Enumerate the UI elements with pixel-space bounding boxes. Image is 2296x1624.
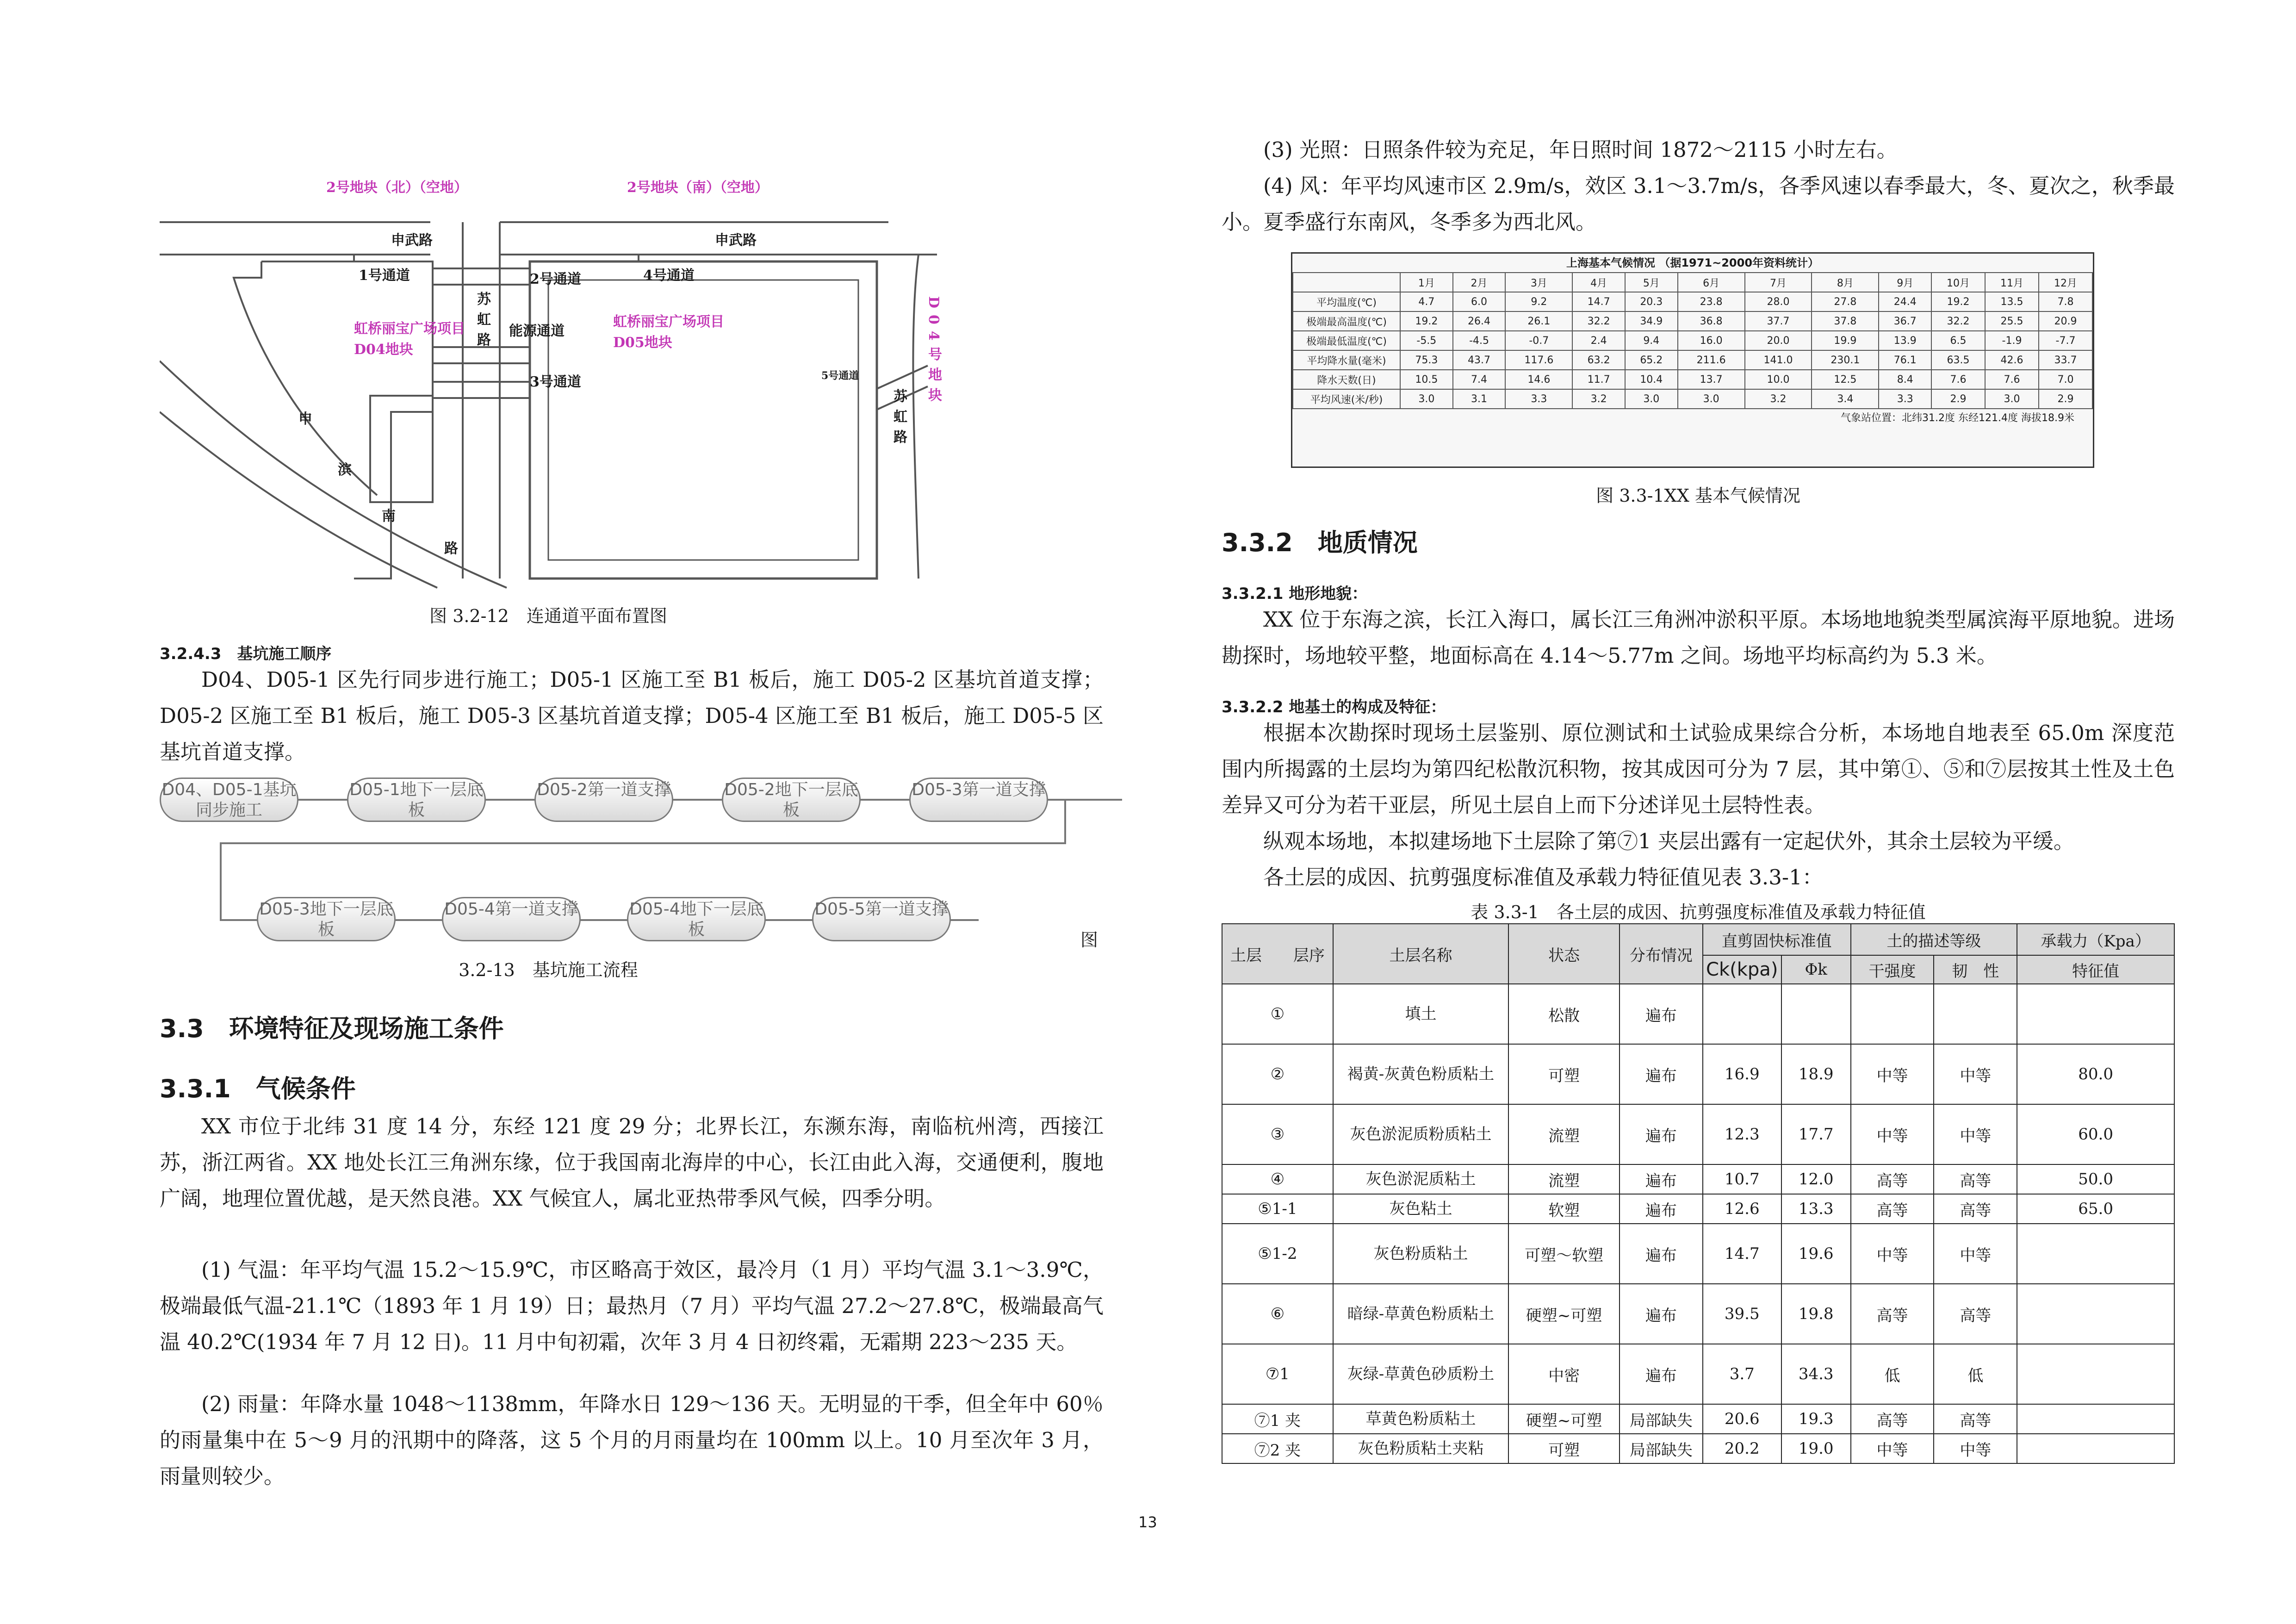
road-label: 南: [382, 508, 396, 524]
table-row: [1222, 1404, 2174, 1434]
climate-cell: 211.6: [1678, 350, 1745, 370]
climate-cell: 63.5: [1931, 350, 1985, 370]
soil-cell-phi: 18.9: [1781, 1044, 1851, 1104]
header-phi: Φk: [1781, 955, 1851, 984]
header-dry-strength: 干强度: [1851, 955, 1934, 984]
flow-step: D05-3地下一层底板: [257, 897, 396, 941]
passage-label: 能源通道: [509, 323, 565, 339]
soil-cell-bearing: [2017, 1404, 2174, 1434]
header-state: 状态: [1508, 924, 1620, 984]
passage-label: 1号通道: [359, 268, 410, 284]
climate-row: [1293, 370, 2092, 389]
d04-plot-label: D04地块: [354, 342, 413, 358]
climate-month-header: 12月: [2039, 273, 2092, 292]
flow-connector: [1064, 799, 1066, 843]
flow-step: D05-5第一道支撑: [812, 897, 951, 941]
climate-cell: 76.1: [1879, 350, 1931, 370]
soil-cell-dry: 中等: [1851, 1104, 1934, 1164]
soil-cell-bearing: [2017, 1284, 2174, 1344]
climate-cell: 13.7: [1678, 370, 1745, 389]
paragraph: (4) 风：年平均风速市区 2.9m/s，效区 3.1～3.7m/s，各季风速以春季最大，冬、夏次之，秋季最小。夏季盛行东南风，冬季多为西北风。: [1222, 174, 2175, 234]
header-shear: 直剪固快标准值: [1703, 924, 1851, 955]
flow-step: D05-3第一道支撑: [909, 778, 1048, 822]
flow-step: D04、D05-1基坑同步施工: [160, 778, 298, 822]
climate-cell: 65.2: [1625, 350, 1678, 370]
header-description: 土的描述等级: [1851, 924, 2017, 955]
soil-cell-layer: ①: [1222, 984, 1333, 1044]
climate-cell: 10.4: [1625, 370, 1678, 389]
climate-cell: 14.6: [1505, 370, 1572, 389]
header-characteristic: 特征值: [2017, 955, 2174, 984]
table-row: [1222, 1344, 2174, 1404]
climate-cell: 3.0: [1400, 389, 1453, 409]
climate-cell: 25.5: [1985, 311, 2039, 331]
climate-cell: 3.0: [1678, 389, 1745, 409]
soil-cell-bearing: 65.0: [2017, 1194, 2174, 1224]
climate-cell: 117.6: [1505, 350, 1572, 370]
road-label: 申: [298, 411, 312, 427]
climate-table-title: 上海基本气候情况 （据1971~2000年资料统计）: [1566, 256, 1819, 269]
climate-table: [1291, 252, 2094, 468]
soil-cell-dist: 遍布: [1620, 1344, 1703, 1404]
header-layer: 土层 层序: [1222, 924, 1333, 984]
section-heading: 3.3.2.2 地基土的构成及特征：: [1222, 698, 1446, 716]
climate-cell: 20.9: [2039, 311, 2092, 331]
flow-step: D05-2地下一层底板: [722, 778, 861, 822]
soil-cell-dry: 中等: [1851, 1044, 1934, 1104]
header-toughness: 韧 性: [1934, 955, 2017, 984]
climate-cell: 63.2: [1572, 350, 1625, 370]
climate-cell: 7.4: [1453, 370, 1506, 389]
climate-month-header: 11月: [1985, 273, 2039, 292]
climate-row-label: 平均温度(℃): [1293, 292, 1400, 311]
climate-cell: 42.6: [1985, 350, 2039, 370]
climate-cell: 3.3: [1505, 389, 1572, 409]
climate-cell: 36.7: [1879, 311, 1931, 331]
soil-cell-bearing: 60.0: [2017, 1104, 2174, 1164]
soil-cell-ck: 39.5: [1703, 1284, 1781, 1344]
soil-cell-phi: 17.7: [1781, 1104, 1851, 1164]
climate-cell: 14.7: [1572, 292, 1625, 311]
climate-cell: 33.7: [2039, 350, 2092, 370]
climate-cell: 10.0: [1745, 370, 1812, 389]
section-heading: 3.3.2 地质情况: [1222, 528, 1418, 557]
climate-cell: 13.9: [1879, 331, 1931, 350]
climate-cell: 6.0: [1453, 292, 1506, 311]
soil-cell-state: 松散: [1508, 984, 1620, 1044]
soil-cell-tough: 高等: [1934, 1404, 2017, 1434]
climate-cell: -5.5: [1400, 331, 1453, 350]
soil-cell-layer: ⑤1-2: [1222, 1224, 1333, 1284]
climate-cell: -7.7: [2039, 331, 2092, 350]
table-row: [1222, 1104, 2174, 1164]
soil-cell-bearing: [2017, 1224, 2174, 1284]
soil-cell-dist: 遍布: [1620, 1104, 1703, 1164]
soil-cell-state: 硬塑~可塑: [1508, 1284, 1620, 1344]
flow-connector: [220, 842, 222, 921]
soil-cell-state: 可塑: [1508, 1044, 1620, 1104]
soil-cell-name: 褐黄-灰黄色粉质粘土: [1333, 1044, 1508, 1104]
paragraph: D04、D05-1 区先行同步进行施工；D05-1 区施工至 B1 板后，施工 D05-2 区基坑首道支撑；D05-2 区施工至 B1 板后，施工 D05-3 区基坑首道支撑；D05-4 区施工至 B1 板后，施工 D05-5 区基坑首道支撑。: [160, 667, 1104, 764]
climate-cell: 19.2: [1400, 311, 1453, 331]
climate-cell: 37.8: [1812, 311, 1879, 331]
flow-step: D05-4地下一层底板: [627, 897, 766, 941]
flow-connector: [220, 842, 1066, 844]
soil-cell-ck: 20.6: [1703, 1404, 1781, 1434]
climate-cell: 20.0: [1745, 331, 1812, 350]
d04-right-label: D04号地块: [925, 296, 942, 408]
soil-properties-table: [1222, 923, 2175, 1464]
soil-cell-bearing: [2017, 984, 2174, 1044]
climate-cell: 3.0: [1985, 389, 2039, 409]
climate-month-header: 6月: [1678, 273, 1745, 292]
climate-cell: 36.8: [1678, 311, 1745, 331]
table-row: [1222, 1434, 2174, 1463]
climate-cell: 8.4: [1879, 370, 1931, 389]
soil-cell-bearing: [2017, 1434, 2174, 1463]
soil-cell-name: 暗绿-草黄色粉质粘土: [1333, 1284, 1508, 1344]
soil-cell-name: 灰色淤泥质粉质粘土: [1333, 1104, 1508, 1164]
climate-corner-cell: [1293, 273, 1400, 292]
soil-cell-dry: 高等: [1851, 1194, 1934, 1224]
climate-cell: 26.1: [1505, 311, 1572, 331]
soil-cell-ck: 12.6: [1703, 1194, 1781, 1224]
soil-cell-dry: [1851, 984, 1934, 1044]
soil-cell-layer: ③: [1222, 1104, 1333, 1164]
soil-cell-dist: 遍布: [1620, 1044, 1703, 1104]
climate-cell: 12.5: [1812, 370, 1879, 389]
climate-cell: -1.9: [1985, 331, 2039, 350]
climate-cell: 3.4: [1812, 389, 1879, 409]
section-heading: 3.3 环境特征及现场施工条件: [160, 1014, 504, 1043]
soil-cell-tough: 中等: [1934, 1044, 2017, 1104]
plot2-north-label: 2号地块（北）（空地）: [326, 180, 468, 196]
header-name: 土层名称: [1333, 924, 1508, 984]
flow-step: D05-4第一道支撑: [442, 897, 581, 941]
soil-cell-ck: [1703, 984, 1781, 1044]
climate-cell: 32.2: [1931, 311, 1985, 331]
climate-cell: 2.9: [2039, 389, 2092, 409]
soil-cell-dry: 高等: [1851, 1284, 1934, 1344]
figure-caption-tail: 图: [1080, 930, 1098, 950]
header-bearing: 承载力（Kpa）: [2017, 924, 2174, 955]
soil-cell-name: 灰色淤泥质粘土: [1333, 1164, 1508, 1194]
paragraph: 根据本次勘探时现场土层鉴别、原位测试和土试验成果综合分析，本场地自地表至 65.0m 深度范围内所揭露的土层均为第四纪松散沉积物，按其成因可分为 7 层，其中第①、⑤和⑦层按其土性及土色差异又可分为若干亚层，所见土层自上而下分述详见土层特性表。: [1222, 721, 2175, 817]
climate-cell: 6.5: [1931, 331, 1985, 350]
soil-cell-phi: 34.3: [1781, 1344, 1851, 1404]
climate-cell: 7.6: [1931, 370, 1985, 389]
page-number: 13: [1138, 1513, 1157, 1531]
climate-cell: -0.7: [1505, 331, 1572, 350]
road-label: 滨: [338, 462, 352, 478]
soil-cell-dry: 中等: [1851, 1224, 1934, 1284]
climate-month-header: 7月: [1745, 273, 1812, 292]
climate-month-header: 2月: [1453, 273, 1506, 292]
climate-month-header: 8月: [1812, 273, 1879, 292]
road-label: 申武路: [715, 232, 757, 249]
soil-cell-tough: 中等: [1934, 1434, 2017, 1463]
soil-cell-bearing: 80.0: [2017, 1044, 2174, 1104]
soil-cell-layer: ④: [1222, 1164, 1333, 1194]
climate-cell: 19.9: [1812, 331, 1879, 350]
soil-cell-layer: ⑦1 夹: [1222, 1404, 1333, 1434]
climate-cell: 43.7: [1453, 350, 1506, 370]
soil-cell-ck: 20.2: [1703, 1434, 1781, 1463]
climate-cell: 16.0: [1678, 331, 1745, 350]
soil-cell-ck: 10.7: [1703, 1164, 1781, 1194]
flow-step: D05-2第一道支撑: [534, 778, 673, 822]
climate-cell: 7.6: [1985, 370, 2039, 389]
flow-step: D05-1地下一层底板: [347, 778, 486, 822]
paragraph: 纵观本场地，本拟建场地下土层除了第⑦1 夹层出露有一定起伏外，其余土层较为平缓。: [1263, 829, 2074, 853]
soil-cell-tough: 中等: [1934, 1224, 2017, 1284]
climate-month-header: 5月: [1625, 273, 1678, 292]
climate-cell: 34.9: [1625, 311, 1678, 331]
climate-row-label: 极端最低温度(℃): [1293, 331, 1400, 350]
soil-cell-state: 流塑: [1508, 1164, 1620, 1194]
paragraph: (2) 雨量：年降水量 1048～1138mm，年降水日 129～136 天。无明显的干季，但全年中 60％的雨量集中在 5～9 月的汛期中的降落，这 5 个月的月雨量均在 100mm 以上。10 月至次年 3 月，雨量则较少。: [160, 1392, 1104, 1488]
climate-cell: 7.8: [2039, 292, 2092, 311]
climate-month-header: 1月: [1400, 273, 1453, 292]
climate-row-label: 降水天数(日): [1293, 370, 1400, 389]
soil-cell-dist: 遍布: [1620, 1224, 1703, 1284]
climate-cell: 4.7: [1400, 292, 1453, 311]
soil-cell-dry: 高等: [1851, 1164, 1934, 1194]
paragraph: XX 位于东海之滨，长江入海口，属长江三角洲冲淤积平原。本场地地貌类型属滨海平原地貌。进场勘探时，场地较平整，地面标高在 4.14～5.77m 之间。场地平均标高约为 5.3 米。: [1222, 607, 2175, 668]
soil-cell-dry: 中等: [1851, 1434, 1934, 1463]
soil-cell-dist: 遍布: [1620, 1194, 1703, 1224]
climate-cell: 9.4: [1625, 331, 1678, 350]
climate-month-header: 3月: [1505, 273, 1572, 292]
soil-cell-dist: 遍布: [1620, 984, 1703, 1044]
soil-cell-layer: ⑦1: [1222, 1344, 1333, 1404]
climate-cell: 3.3: [1879, 389, 1931, 409]
site-plan-figure: [160, 171, 942, 597]
climate-row: [1293, 350, 2092, 370]
d05-plot-label: D05地块: [613, 335, 672, 351]
climate-cell: 32.2: [1572, 311, 1625, 331]
soil-cell-phi: 19.3: [1781, 1404, 1851, 1434]
climate-row: [1293, 331, 2092, 350]
passage-label: 5号通道: [821, 370, 859, 382]
climate-cell: -4.5: [1453, 331, 1506, 350]
road-label: 申武路: [391, 232, 433, 249]
climate-cell: 141.0: [1745, 350, 1812, 370]
soil-cell-tough: 高等: [1934, 1284, 2017, 1344]
table-caption: 表 3.3-1 各土层的成因、抗剪强度标准值及承载力特征值: [1471, 902, 1926, 922]
soil-cell-state: 硬塑~可塑: [1508, 1404, 1620, 1434]
climate-cell: 11.7: [1572, 370, 1625, 389]
section-heading: 3.3.2.1 地形地貌：: [1222, 585, 1368, 603]
soil-cell-name: 灰色粉质粘土: [1333, 1224, 1508, 1284]
soil-cell-ck: 12.3: [1703, 1104, 1781, 1164]
road-label: 苏虹路: [474, 292, 490, 353]
plot2-south-label: 2号地块（南）（空地）: [627, 180, 769, 196]
climate-month-header: 4月: [1572, 273, 1625, 292]
soil-cell-name: 草黄色粉质粘土: [1333, 1404, 1508, 1434]
climate-cell: 13.5: [1985, 292, 2039, 311]
climate-cell: 230.1: [1812, 350, 1879, 370]
soil-cell-state: 软塑: [1508, 1194, 1620, 1224]
paragraph: (1) 气温：年平均气温 15.2～15.9℃，市区略高于效区，最冷月（1 月）平均气温 3.1～3.9℃，极端最低气温-21.1℃（1893 年 1 月 19）日；最热月（7 月）平均气温 27.2～27.8℃，极端最高气温 40.2℃(1934 年 7 月 12 日)。11 月中旬初霜，次年 3 月 4 日初终霜，无霜期 223～235 天。: [160, 1257, 1104, 1354]
soil-cell-tough: 中等: [1934, 1104, 2017, 1164]
flowchart: [160, 778, 1104, 949]
soil-cell-state: 可塑: [1508, 1434, 1620, 1463]
table-row: [1222, 1284, 2174, 1344]
soil-cell-tough: [1934, 984, 2017, 1044]
soil-cell-name: 灰绿-草黄色砂质粉土: [1333, 1344, 1508, 1404]
soil-cell-phi: [1781, 984, 1851, 1044]
soil-cell-layer: ⑤1-1: [1222, 1194, 1333, 1224]
figure-caption: 图 3.3-1XX 基本气候情况: [1596, 485, 1800, 506]
soil-cell-layer: ②: [1222, 1044, 1333, 1104]
climate-cell: 3.0: [1625, 389, 1678, 409]
soil-cell-state: 流塑: [1508, 1104, 1620, 1164]
d05-project-label: 虹桥丽宝广场项目: [613, 314, 724, 330]
soil-cell-phi: 19.0: [1781, 1434, 1851, 1463]
soil-cell-ck: 3.7: [1703, 1344, 1781, 1404]
climate-row-label: 平均降水量(毫米): [1293, 350, 1400, 370]
soil-cell-dist: 局部缺失: [1620, 1404, 1703, 1434]
soil-cell-dist: 遍布: [1620, 1284, 1703, 1344]
soil-cell-state: 中密: [1508, 1344, 1620, 1404]
climate-cell: 75.3: [1400, 350, 1453, 370]
d04-project-label: 虹桥丽宝广场项目: [354, 321, 465, 337]
figure-caption: 3.2-13 基坑施工流程: [459, 960, 638, 980]
climate-header-row: [1293, 273, 2092, 292]
climate-cell: 19.2: [1931, 292, 1985, 311]
table-row: [1222, 1044, 2174, 1104]
road-label: 苏虹路: [891, 389, 907, 450]
climate-cell: 10.5: [1400, 370, 1453, 389]
soil-cell-name: 灰色粉质粘土夹粘: [1333, 1434, 1508, 1463]
soil-cell-layer: ⑥: [1222, 1284, 1333, 1344]
section-heading: 3.2.4.3 基坑施工顺序: [160, 645, 332, 663]
soil-cell-phi: 19.8: [1781, 1284, 1851, 1344]
climate-cell: 2.9: [1931, 389, 1985, 409]
climate-cell: 3.2: [1572, 389, 1625, 409]
soil-cell-name: 灰色粘土: [1333, 1194, 1508, 1224]
climate-grid: [1292, 272, 2093, 409]
paragraph: (3) 光照：日照条件较为充足，年日照时间 1872～2115 小时左右。: [1263, 137, 1898, 162]
climate-cell: 7.0: [2039, 370, 2092, 389]
header-distribution: 分布情况: [1620, 924, 1703, 984]
climate-row-label: 极端最高温度(℃): [1293, 311, 1400, 331]
paragraph: XX 市位于北纬 31 度 14 分，东经 121 度 29 分；北界长江，东濒东海，南临杭州湾，西接江苏，浙江两省。XX 地处长江三角洲东缘，位于我国南北海岸的中心，长江由此入海，交通便利，腹地广阔，地理位置优越，是天然良港。XX 气候宜人，属北亚热带季风气候，四季分明。: [160, 1114, 1104, 1211]
climate-row-label: 平均风速(米/秒): [1293, 389, 1400, 409]
soil-cell-dist: 局部缺失: [1620, 1434, 1703, 1463]
soil-cell-ck: 16.9: [1703, 1044, 1781, 1104]
soil-cell-dry: 高等: [1851, 1404, 1934, 1434]
climate-cell: 24.4: [1879, 292, 1931, 311]
passage-label: 3号通道: [530, 374, 581, 390]
climate-cell: 23.8: [1678, 292, 1745, 311]
climate-cell: 26.4: [1453, 311, 1506, 331]
soil-cell-dist: 遍布: [1620, 1164, 1703, 1194]
soil-cell-ck: 14.7: [1703, 1224, 1781, 1284]
climate-cell: 2.4: [1572, 331, 1625, 350]
road-label: 路: [444, 541, 458, 557]
climate-row: [1293, 292, 2092, 311]
soil-cell-layer: ⑦2 夹: [1222, 1434, 1333, 1463]
header-ck: Ck(kpa): [1703, 955, 1781, 984]
soil-cell-phi: 13.3: [1781, 1194, 1851, 1224]
climate-month-header: 9月: [1879, 273, 1931, 292]
climate-row: [1293, 311, 2092, 331]
table-row: [1222, 984, 2174, 1044]
climate-cell: 3.1: [1453, 389, 1506, 409]
passage-label: 4号通道: [643, 268, 695, 284]
soil-cell-phi: 19.6: [1781, 1224, 1851, 1284]
climate-cell: 3.2: [1745, 389, 1812, 409]
soil-cell-state: 可塑～软塑: [1508, 1224, 1620, 1284]
soil-cell-tough: 低: [1934, 1344, 2017, 1404]
figure-caption: 图 3.2-12 连通道平面布置图: [429, 606, 667, 626]
soil-cell-dry: 低: [1851, 1344, 1934, 1404]
soil-cell-tough: 高等: [1934, 1164, 2017, 1194]
soil-cell-bearing: [2017, 1344, 2174, 1404]
soil-cell-tough: 高等: [1934, 1194, 2017, 1224]
table-row: [1222, 1194, 2174, 1224]
table-row: [1222, 1164, 2174, 1194]
section-heading: 3.3.1 气候条件: [160, 1074, 356, 1103]
climate-row: [1293, 389, 2092, 409]
climate-table-footer: 气象站位置：北纬31.2度 东经121.4度 海拔18.9米: [1841, 412, 2074, 424]
climate-month-header: 10月: [1931, 273, 1985, 292]
climate-cell: 37.7: [1745, 311, 1812, 331]
climate-cell: 28.0: [1745, 292, 1812, 311]
passage-label: 2号通道: [530, 271, 581, 287]
climate-cell: 27.8: [1812, 292, 1879, 311]
soil-cell-name: 填土: [1333, 984, 1508, 1044]
climate-cell: 9.2: [1505, 292, 1572, 311]
soil-cell-phi: 12.0: [1781, 1164, 1851, 1194]
table-row: [1222, 1224, 2174, 1284]
paragraph: 各土层的成因、抗剪强度标准值及承载力特征值见表 3.3-1：: [1263, 865, 1823, 890]
soil-cell-bearing: 50.0: [2017, 1164, 2174, 1194]
climate-cell: 20.3: [1625, 292, 1678, 311]
